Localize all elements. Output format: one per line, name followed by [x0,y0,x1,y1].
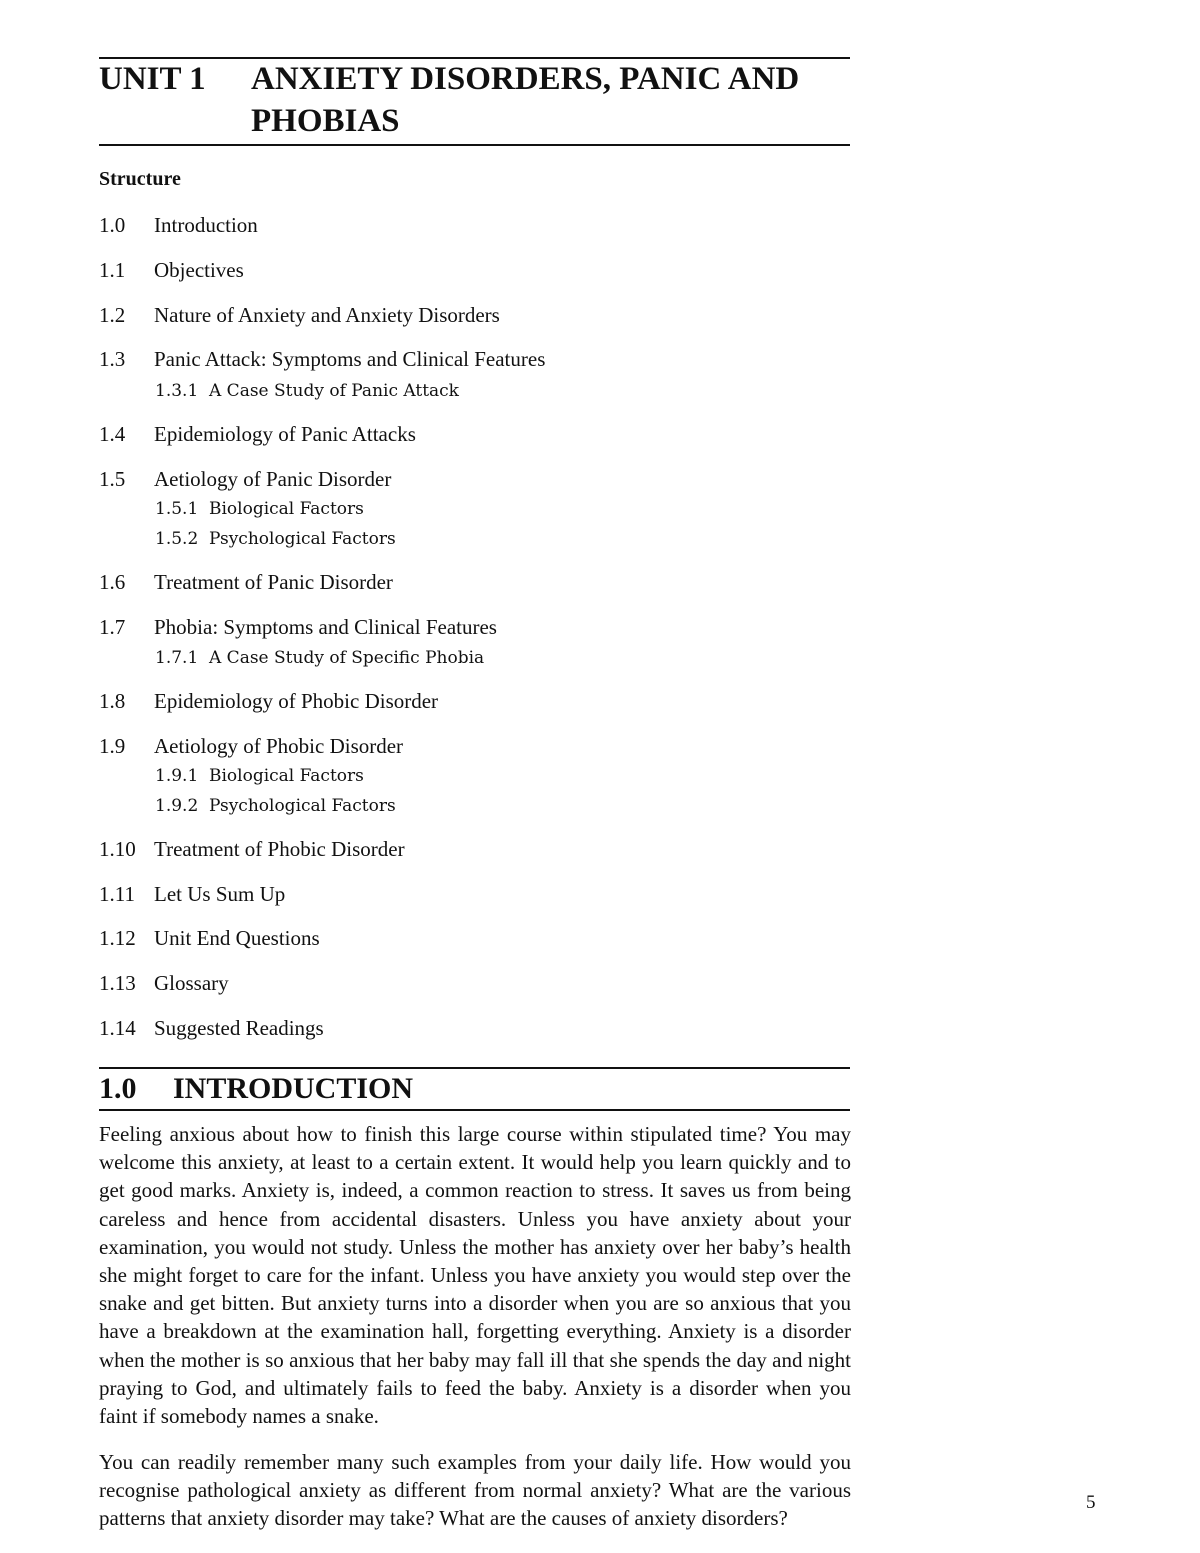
toc-number: 1.0 [99,213,126,237]
body-paragraph: Feeling anxious about how to finish this large course within stipulated time? You may welcome this anxiety, at least to a certain extent. It would help you learn quickly and to get good marks. Anxiety is, indeed, a common reaction to stress. It saves us from being careless and hence from accidental disasters. Unless you have anxiety about your examination, you would not study. Unless the mother has anxiety over her baby’s health she might forget to care for the infant. Unless you have anxiety you would step over the snake and get bitten. But anxiety turns into a disorder when you are so anxious that you have a breakdown at the examination hall, forgetting everything. Anxiety is a disorder when the mother is so anxious that her baby may fall ill that she spends the day and night praying to God, and ultimately fails to feed the baby. Anxiety is a disorder when you faint if somebody names a snake. [99,1122,851,1429]
toc-number: 1.14 [99,1016,136,1040]
toc-number: 1.11 [99,882,135,906]
toc-subnumber: 1.9.1 [155,766,199,786]
toc-label: Suggested Readings [154,1016,324,1040]
section-top-rule [99,1067,850,1069]
toc-subnumber: 1.3.1 [155,381,199,401]
toc-number: 1.12 [99,926,136,950]
structure-heading: Structure [99,168,181,190]
toc-label: Epidemiology of Phobic Disorder [154,689,439,713]
toc-sublabel: Biological Factors [209,766,364,786]
toc-number: 1.10 [99,837,136,861]
toc-sublabel: Biological Factors [209,499,364,519]
toc-number: 1.9 [99,734,126,758]
toc-subnumber: 1.7.1 [155,648,199,668]
toc-number: 1.6 [99,570,126,594]
body-paragraph: You can readily remember many such examples from your daily life. How would you recognise pathological anxiety as different from normal anxiety? What are the various patterns that anxiety disorder may take? What are the causes of anxiety disorders? [99,1450,851,1531]
toc-sublabel: A Case Study of Specific Phobia [209,648,485,668]
toc-sublabel: A Case Study of Panic Attack [209,381,459,401]
toc-label: Treatment of Panic Disorder [154,570,393,594]
toc-number: 1.8 [99,689,126,713]
section-bottom-rule [99,1109,850,1111]
toc-subnumber: 1.9.2 [155,796,199,816]
section-title: INTRODUCTION [173,1072,414,1105]
section-heading [99,1071,414,1107]
toc-label: Nature of Anxiety and Anxiety Disorders [154,303,500,327]
toc-label: Let Us Sum Up [154,882,286,906]
toc-number: 1.4 [99,422,126,446]
toc-number: 1.7 [99,615,126,639]
page-number: 5 [1086,1492,1096,1513]
toc-label: Aetiology of Phobic Disorder [154,734,404,758]
toc-label: Unit End Questions [154,926,320,950]
toc-label: Objectives [154,258,244,282]
toc-number: 1.13 [99,971,136,995]
toc-number: 1.1 [99,258,126,282]
toc-subnumber: 1.5.1 [155,499,199,519]
toc-number: 1.3 [99,347,126,371]
unit-title-text: ANXIETY DISORDERS, PANIC AND PHOBIAS [251,61,800,139]
toc-label: Introduction [154,213,258,237]
toc-label: Epidemiology of Panic Attacks [154,422,416,446]
toc-number: 1.5 [99,467,126,491]
toc-label: Phobia: Symptoms and Clinical Features [154,615,497,639]
toc-number: 1.2 [99,303,126,327]
toc-subnumber: 1.5.2 [155,529,199,549]
toc-label: Treatment of Phobic Disorder [154,837,405,861]
toc-label: Glossary [154,971,229,995]
toc-sublabel: Psychological Factors [209,529,396,549]
unit-number: UNIT 1 [99,61,206,97]
section-number: 1.0 [99,1072,137,1105]
toc-label: Aetiology of Panic Disorder [154,467,392,491]
toc-sublabel: Psychological Factors [209,796,396,816]
toc-label: Panic Attack: Symptoms and Clinical Features [154,347,546,371]
title-bottom-rule [99,144,850,146]
